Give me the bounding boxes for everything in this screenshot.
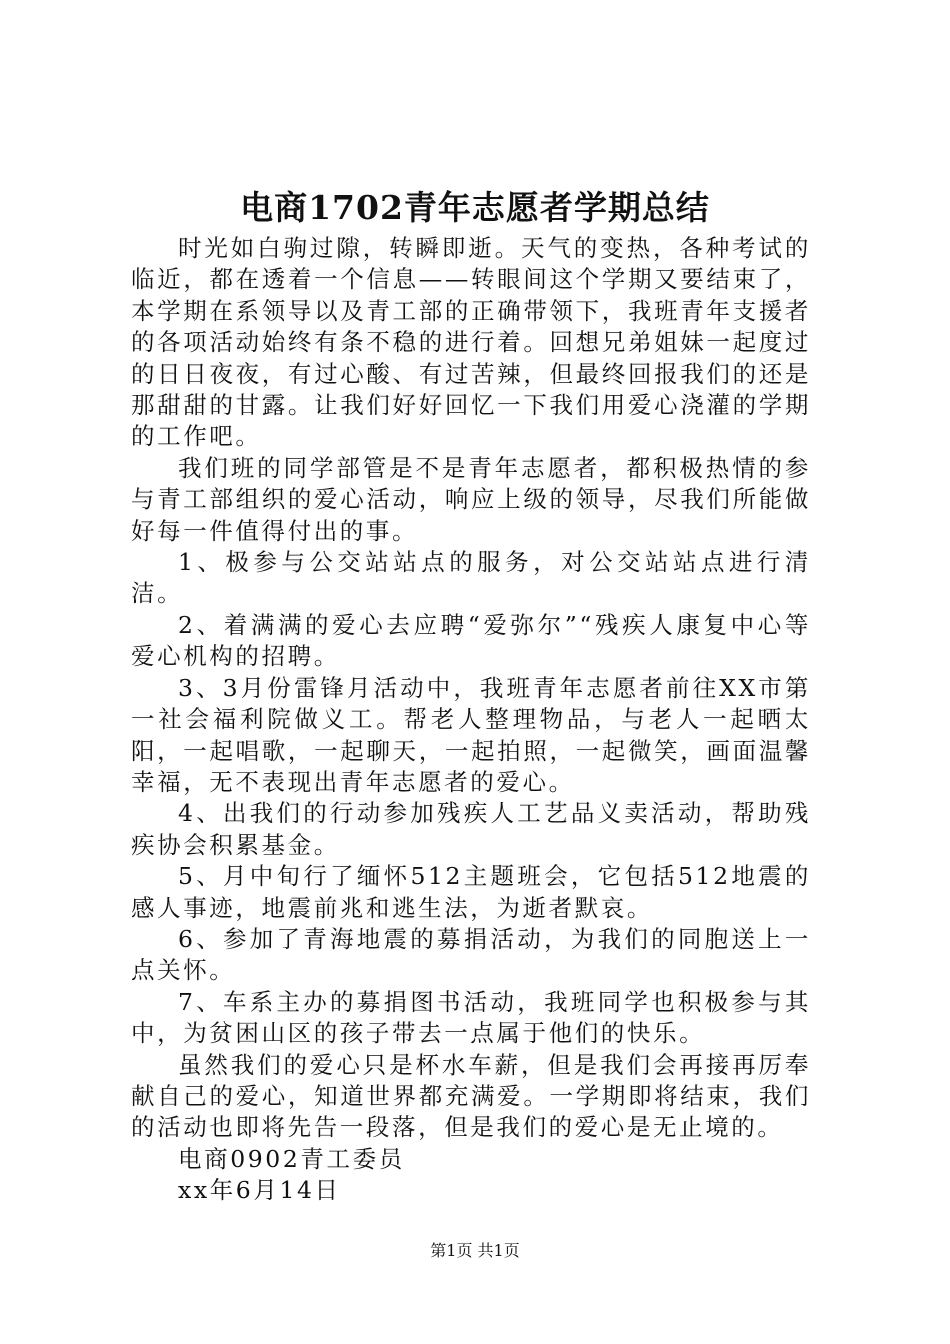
list-item-2: 2、着满满的爱心去应聘“爱弥尔”“残疾人康复中心等爱心机构的招聘。 — [131, 610, 811, 671]
list-item-5: 5、月中旬行了缅怀512主题班会，它包括512地震的感人事迹，地震前兆和逃生法，为逝者默哀。 — [131, 862, 811, 922]
signature: 电商0902青工委员 — [178, 1144, 405, 1173]
list-item-7: 7、车系主办的募捐图书活动，我班同学也积极参与其中，为贫困山区的孩子带去一点属于他们的快乐。 — [131, 987, 811, 1048]
paragraph-class-participation: 我们班的同学部管是不是青年志愿者，都积极热情的参与青工部组织的爱心活动，响应上级的领导，尽我们所能做好每一件值得付出的事。 — [131, 453, 811, 545]
paragraph-conclusion: 虽然我们的爱心只是杯水车薪，但是我们会再接再厉奉献自己的爱心，知道世界都充满爱。一学期即将结束，我们的活动也即将先告一段落，但是我们的爱心是无止境的。 — [131, 1050, 811, 1142]
list-item-3: 3、3月份雷锋月活动中，我班青年志愿者前往XX市第一社会福利院做义工。帮老人整理物品，与老人一起晒太阳，一起唱歌，一起聊天，一起拍照，一起微笑，画面温馨幸福，无不表现出青年志愿者的爱心。 — [131, 673, 811, 796]
list-item-1: 1、极参与公交站站点的服务，对公交站站点进行清洁。 — [131, 548, 811, 608]
document-body — [131, 233, 811, 1207]
page-number-footer: 第1页 共1页 — [430, 1241, 520, 1260]
document-title: 电商1702青年志愿者学期总结 — [240, 188, 710, 227]
signature-date: xx年6月14日 — [178, 1176, 341, 1205]
list-item-6: 6、参加了青海地震的募捐活动，为我们的同胞送上一点关怀。 — [131, 924, 811, 985]
list-item-4: 4、出我们的行动参加残疾人工艺品义卖活动，帮助残疾协会积累基金。 — [131, 799, 811, 859]
paragraph-intro: 时光如白驹过隙，转瞬即逝。天气的变热，各种考试的临近，都在透着一个信息——转眼间这个学期又要结束了，本学期在系领导以及青工部的正确带领下，我班青年支援者的各项活动始终有条不稳的进行着。回想兄弟姐妹一起度过的日日夜夜，有过心酸、有过苦辣，但最终回报我们的还是那甜甜的甘露。让我们好好回忆一下我们用爱心浇灌的学期的工作吧。 — [131, 234, 811, 451]
